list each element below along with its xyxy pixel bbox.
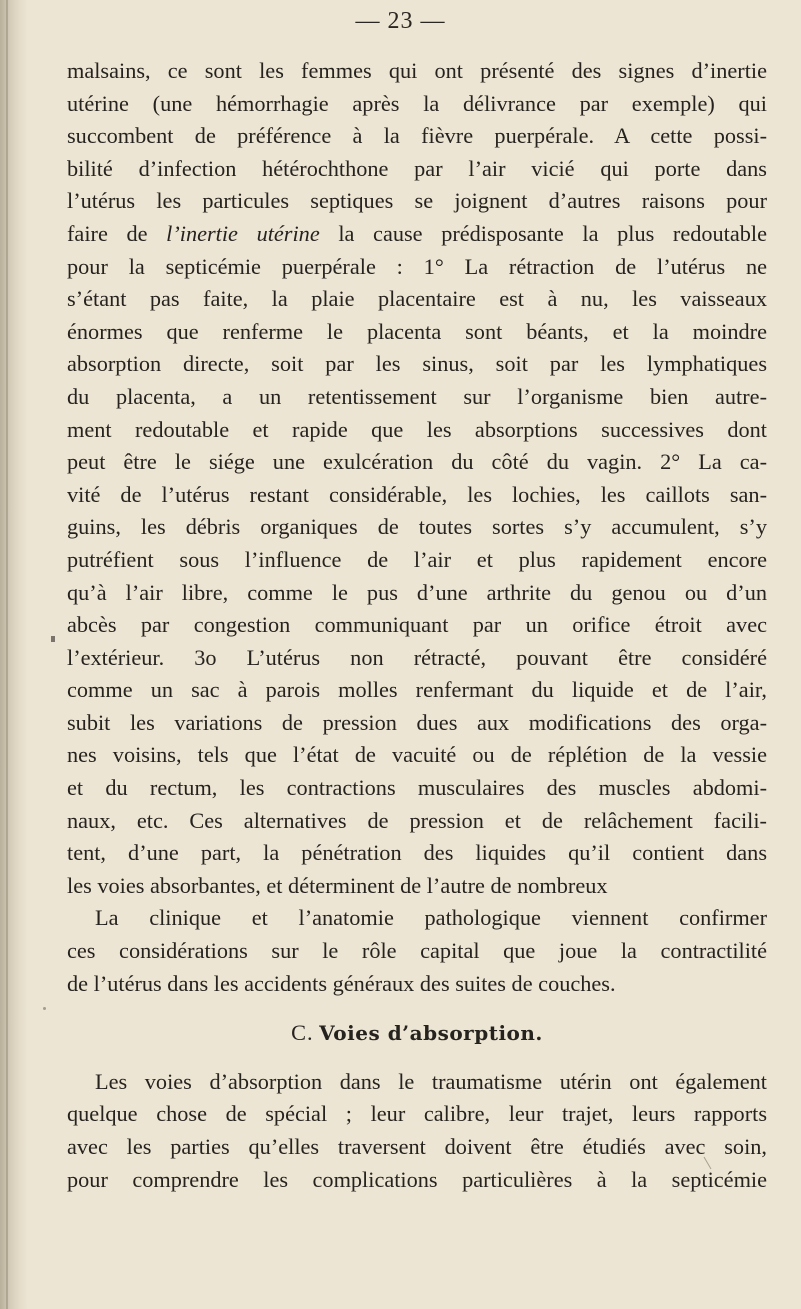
- text-segment: faire de: [67, 220, 167, 246]
- text-line: putréfient sous l’influence de l’air et plus rapidement encore: [67, 546, 767, 572]
- text-line: utérine (une hémorrhagie après la délivrance par exemple) qui: [67, 90, 767, 116]
- text-line: ment redoutable et rapide que les absorptions successives dont: [67, 416, 767, 442]
- text-line: absorption directe, soit par les sinus, soit par les lymphatiques: [67, 351, 767, 377]
- text-line: abcès par congestion communiquant par un orifice étroit avec: [67, 612, 767, 638]
- text-line: les voies absorbantes, et déterminent de l’autre de nombreux: [67, 872, 608, 898]
- text-line: nes voisins, tels que l’état de vacuité ou de réplétion de la vessie: [67, 742, 767, 768]
- text-line: avec les parties qu’elles traversent doivent être étudiés avec soin,: [67, 1134, 767, 1159]
- text-line: La clinique et l’anatomie pathologique viennent confirmer: [95, 905, 767, 931]
- text-line: qu’à l’air libre, comme le pus d’une arthrite du genou ou d’un: [67, 579, 767, 605]
- text-line: vité de l’utérus restant considérable, les lochies, les caillots san-: [67, 481, 767, 507]
- margin-mark: [51, 636, 55, 642]
- text-line: pour la septicémie puerpérale : 1° La rétraction de l’utérus ne: [67, 253, 767, 279]
- text-line: peut être le siége une exulcération du côté du vagin. 2° La ca-: [67, 449, 767, 475]
- text-line-with-italic: [67, 218, 767, 251]
- text-line: Les voies d’absorption dans le traumatisme utérin ont également: [95, 1068, 767, 1094]
- text-segment: la cause prédisposante la plus redoutable: [319, 220, 768, 246]
- paper-speck: [43, 1007, 46, 1010]
- text-line: tent, d’une part, la pénétration des liquides qu’il contient dans: [67, 840, 767, 866]
- page-binding-shadow: [0, 0, 28, 1309]
- text-line: et du rectum, les contractions musculaires des muscles abdomi-: [67, 775, 767, 801]
- binding-edge-line: [6, 0, 8, 1309]
- text-line: guins, les débris organiques de toutes sortes s’y accumulent, s’y: [67, 514, 767, 540]
- text-line: comme un sac à parois molles renfermant du liquide et de l’air,: [67, 677, 767, 703]
- text-line: succombent de préférence à la fièvre puerpérale. A cette possi-: [67, 123, 767, 149]
- text-line: pour comprendre les complications particulières à la septicémie: [67, 1166, 767, 1192]
- italic-term: l’inertie utérine: [166, 220, 320, 246]
- text-line: l’extérieur. 3o L’utérus non rétracté, pouvant être considéré: [67, 644, 767, 670]
- section-letter: C.: [291, 1020, 314, 1046]
- text-line: ces considérations sur le rôle capital que joue la contractilité: [67, 938, 767, 964]
- text-line: naux, etc. Ces alternatives de pression et de relâchement facili-: [67, 807, 767, 833]
- text-line: l’utérus les particules septiques se joignent d’autres raisons pour: [67, 188, 767, 214]
- page-number: — 23 —: [355, 8, 446, 34]
- text-line: malsains, ce sont les femmes qui ont présenté des signes d’inertie: [67, 58, 767, 83]
- text-line: s’étant pas faite, la plaie placentaire est à nu, les vaisseaux: [67, 286, 767, 312]
- text-line: énormes que renferme le placenta sont béants, et la moindre: [67, 318, 767, 344]
- text-line: bilité d’infection hétérochthone par l’air vicié qui porte dans: [67, 155, 767, 181]
- text-line: subit les variations de pression dues aux modifications des orga-: [67, 709, 767, 735]
- page-body-text: [67, 55, 767, 1196]
- section-title: Voies d’absorption.: [319, 1021, 543, 1046]
- text-line: quelque chose de spécial ; leur calibre, leur trajet, leurs rapports: [67, 1101, 767, 1127]
- section-heading: [67, 1017, 767, 1050]
- text-line: du placenta, a un retentissement sur l’organisme bien autre-: [67, 383, 767, 409]
- text-line: de l’utérus dans les accidents généraux des suites de couches.: [67, 970, 616, 996]
